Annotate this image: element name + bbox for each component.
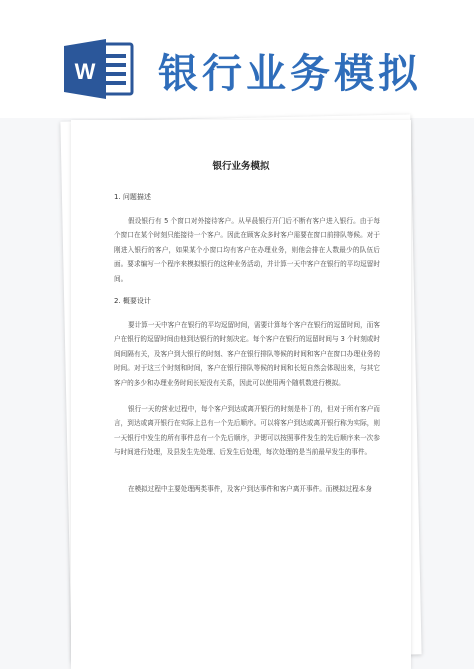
- word-document-icon: [62, 38, 138, 100]
- paragraph-problem: 假设银行有 5 个窗口对外接待客户。从早晨银行开门后不断有客户进入银行。由于每个窗口在某个时刻只能接待一个客户。因此在顾客众多时客户需要在窗口前排队等候。对于刚进入银行的客户，如果某个小窗口均有客户在办理业务，则他会排在人数最少的队伍后面。要求编写一个程序来模拟银行的这种业务活动，并计算一天中客户在银行的平均逗留时间。: [114, 217, 380, 283]
- section-heading-design: 2. 概要设计: [114, 297, 151, 305]
- paragraph-design: 要计算一天中客户在银行的平均逗留时间，需要计算每个客户在银行的逗留时间，而客户在银行的逗留时间由他到达银行的时刻决定。每个客户在银行的逗留时间与 3 个时刻或时间间隔有关，及客户到大银行的时刻、客户在银行排队等候的时间和客户在窗口办理业务的时间。对于这三个时刻和时间，客户在银行排队等候的时间和长短自然会体现出来，与其它客户的多少和办理业务时间长短没有关系，因此可以使用两个随机数进行模拟。: [114, 321, 380, 387]
- word-logo-letter: W: [74, 59, 96, 84]
- document-title: 银行业务模拟: [212, 161, 270, 172]
- paragraph-simulation: 在模拟过程中主要处理两类事件，及客户到达事件和客户离开事件。而模拟过程本身: [128, 485, 372, 493]
- paragraph-events: 银行一天的营业过程中，每个客户到达或离开银行的时刻是朴丁的，但对于所有客户而言，到达或离开银行在实际上总有一个先后顺序。可以将客户到达或离开银行称为实际，则一天银行中发生的所有事件总有一个先后顺序，尹锶可以按照事件发生的先后顺序来一次参与时间进行处理，及县发生先处理、后发生后处理，每次处理的是当前最早发生的事件。: [114, 405, 380, 457]
- banner: [0, 0, 474, 118]
- document-page: [71, 120, 411, 669]
- banner-title: 银行业务模拟: [158, 51, 422, 97]
- section-heading-problem: 1. 问题描述: [114, 193, 151, 201]
